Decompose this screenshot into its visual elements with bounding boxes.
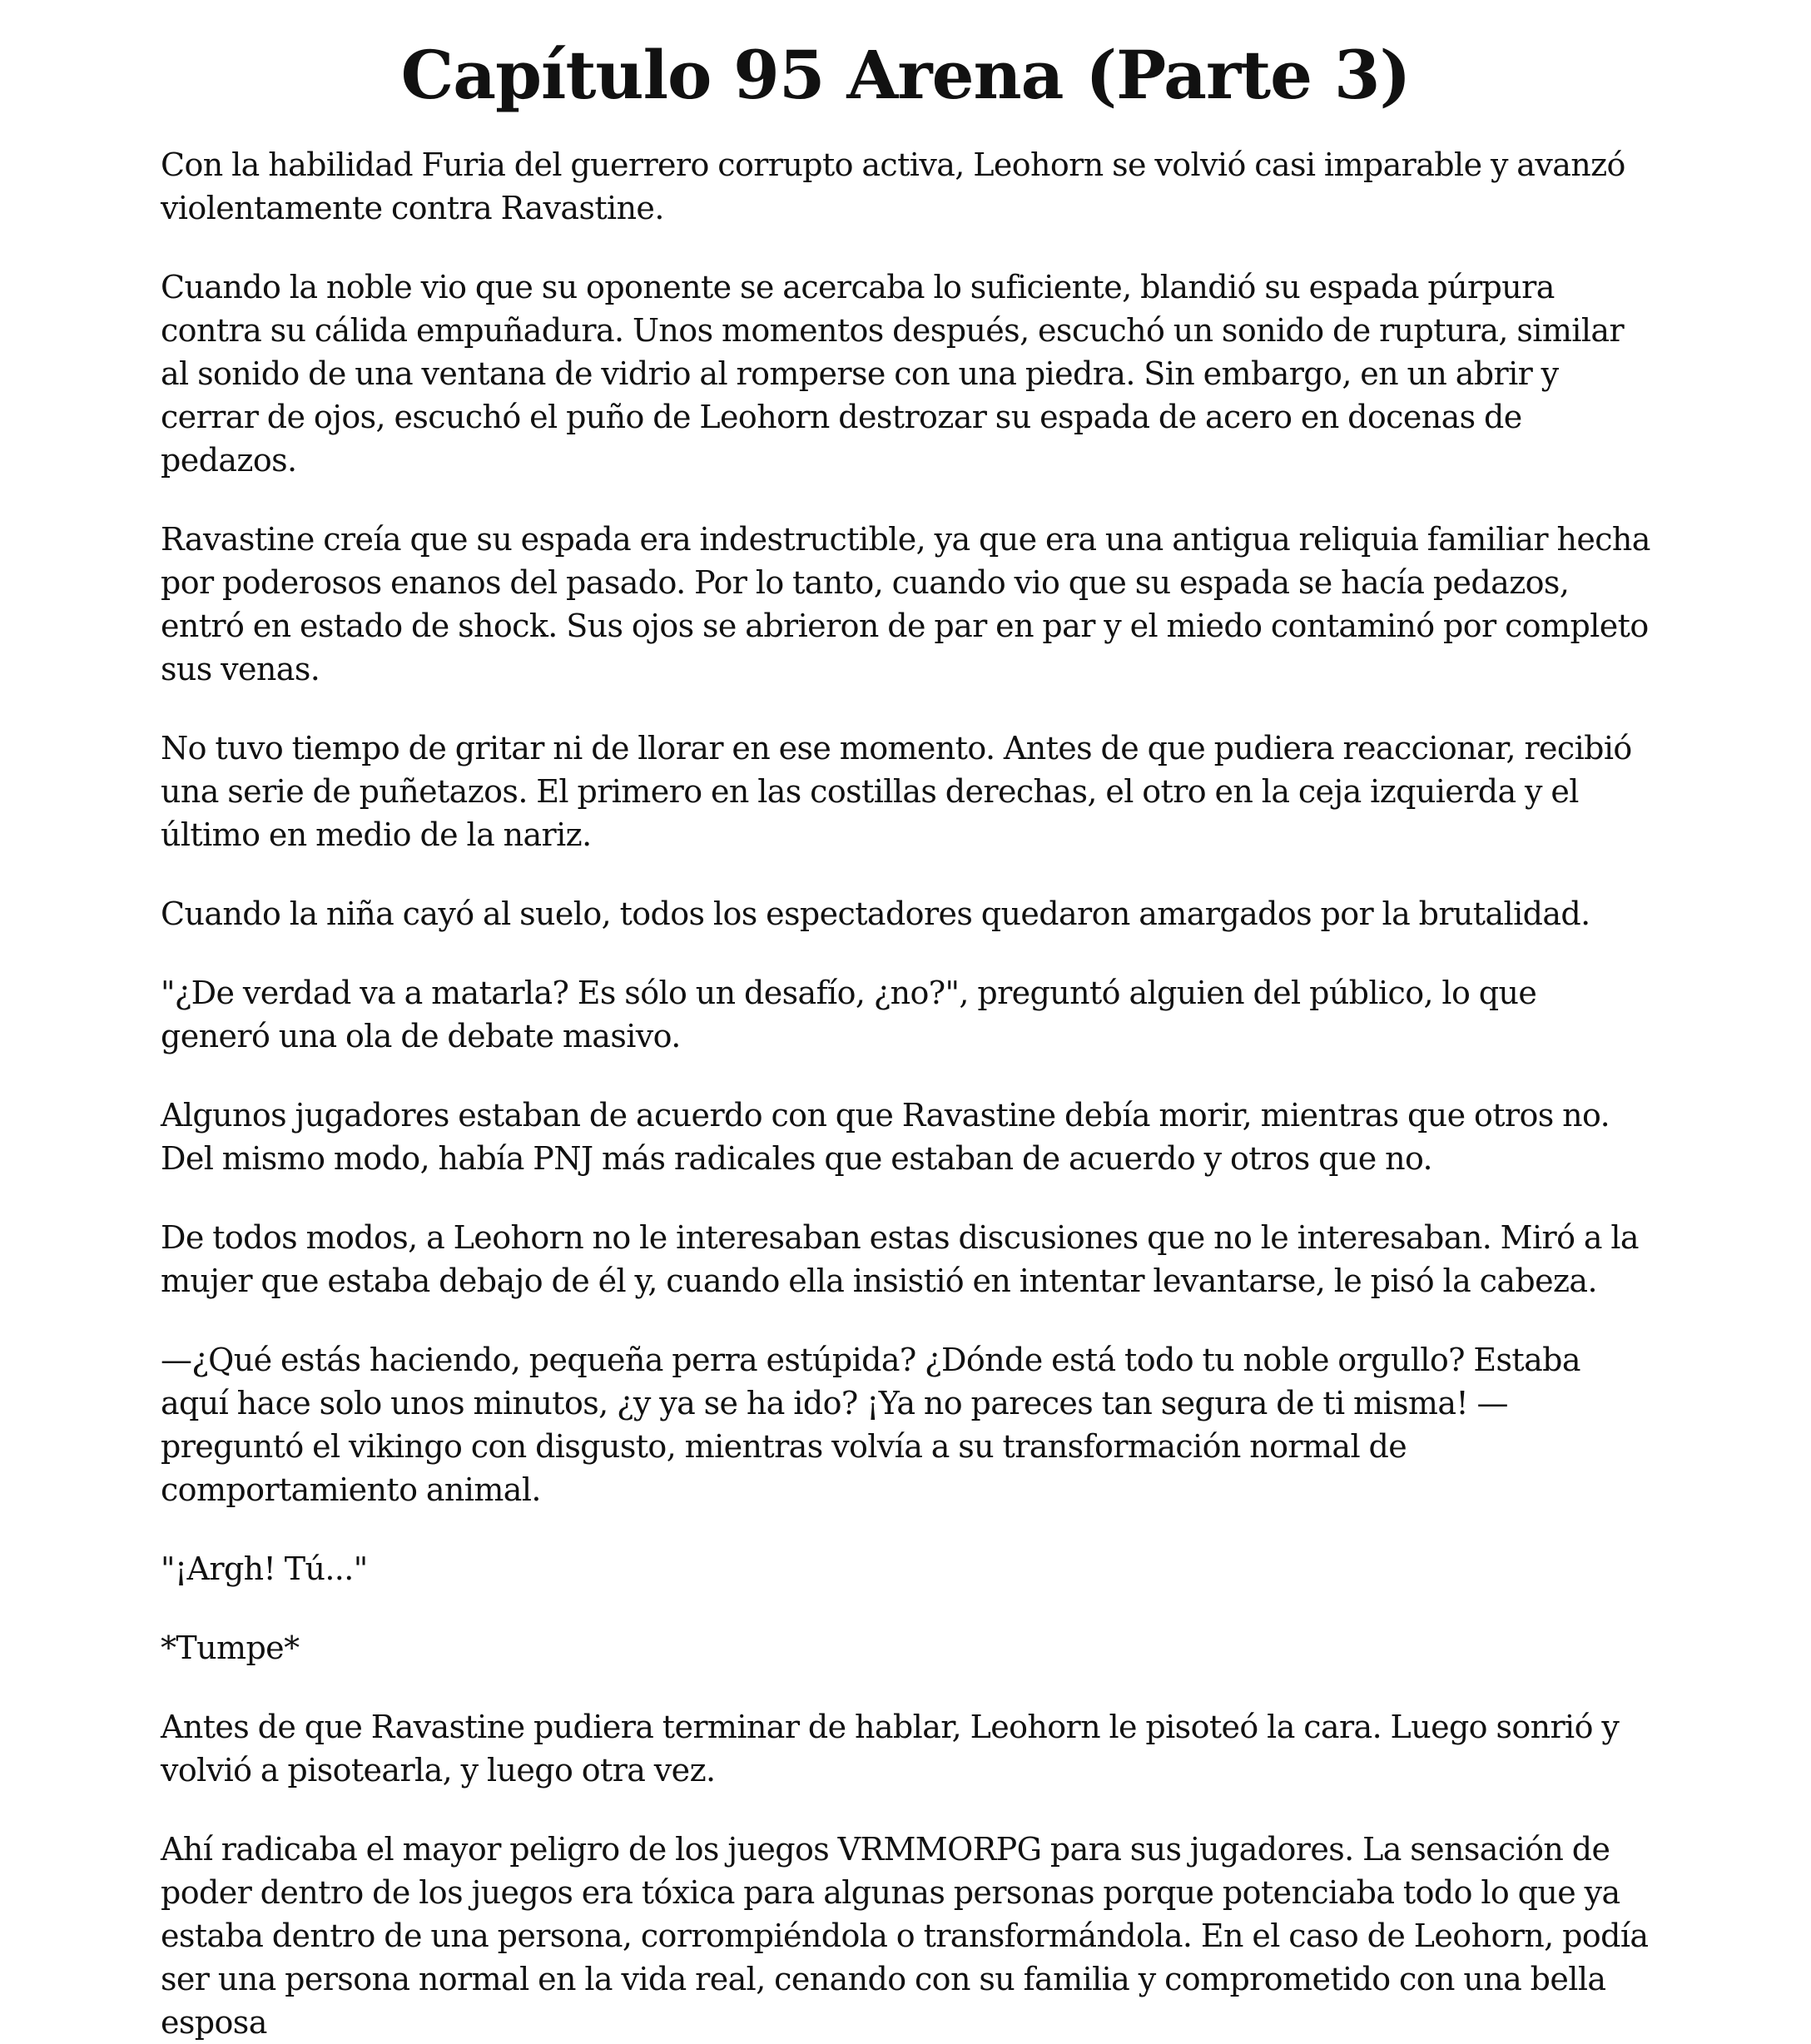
paragraph: *Tumpe*	[161, 1630, 300, 1666]
paragraph: Algunos jugadores estaban de acuerdo con que Ravastine debía morir, mientras que otros no. Del mismo modo, había PNJ más radicales que estaban de acuerdo y otros que no.	[161, 1097, 1610, 1177]
paragraph: Ravastine creía que su espada era indestructible, ya que era una antigua reliquia familiar hecha por poderosos enanos del pasado. Por lo tanto, cuando vio que su espada se hacía pedazos, entró en estado de shock. Sus ojos se abrieron de par en par y el miedo contaminó por completo sus venas.	[161, 521, 1650, 687]
paragraph: De todos modos, a Leohorn no le interesaban estas discusiones que no le interesaban. Miró a la mujer que estaba debajo de él y, cuando ella insistió en intentar levantarse, le pisó la cabeza.	[161, 1219, 1639, 1299]
chapter-title: Capítulo 95 Arena (Parte 3)	[400, 36, 1411, 114]
paragraph: —¿Qué estás haciendo, pequeña perra estúpida? ¿Dónde está todo tu noble orgullo? Estaba aquí hace solo unos minutos, ¿y ya se ha ido? ¡Ya no pareces tan segura de ti misma! —preguntó el vikingo con disgusto, mientras volvía a su transformación normal de comportamiento animal.	[161, 1342, 1580, 1508]
paragraph: No tuvo tiempo de gritar ni de llorar en ese momento. Antes de que pudiera reaccionar, recibió una serie de puñetazos. El primero en las costillas derechas, el otro en la ceja izquierda y el último en medio de la nariz.	[161, 730, 1632, 853]
paragraph: Cuando la niña cayó al suelo, todos los espectadores quedaron amargados por la brutalidad.	[161, 895, 1590, 932]
paragraph: "¡Argh! Tú..."	[161, 1550, 368, 1587]
paragraph: Cuando la noble vio que su oponente se acercaba lo suficiente, blandió su espada púrpura contra su cálida empuñadura. Unos momentos después, escuchó un sonido de ruptura, similar al sonido de una ventana de vidrio al romperse con una piedra. Sin embargo, en un abrir y cerrar de ojos, escuchó el puño de Leohorn destrozar su espada de acero en docenas de pedazos.	[161, 269, 1625, 479]
chapter-body	[161, 143, 1650, 2044]
paragraph: Con la habilidad Furia del guerrero corrupto activa, Leohorn se volvió casi imparable y avanzó violentamente contra Ravastine.	[161, 146, 1625, 226]
paragraph: "¿De verdad va a matarla? Es sólo un desafío, ¿no?", preguntó alguien del público, lo que generó una ola de debate masivo.	[161, 975, 1537, 1054]
paragraph: Ahí radicaba el mayor peligro de los juegos VRMMORPG para sus jugadores. La sensación de poder dentro de los juegos era tóxica para algunas personas porque potenciaba todo lo que ya estaba dentro de una persona, corrompiéndola o transformándola. En el caso de Leohorn, podía ser una persona normal en la vida real, cenando con su familia y comprometido con una bella esposa	[161, 1831, 1649, 2041]
paragraph: Antes de que Ravastine pudiera terminar de hablar, Leohorn le pisoteó la cara. Luego sonrió y volvió a pisotearla, y luego otra vez.	[161, 1709, 1620, 1788]
